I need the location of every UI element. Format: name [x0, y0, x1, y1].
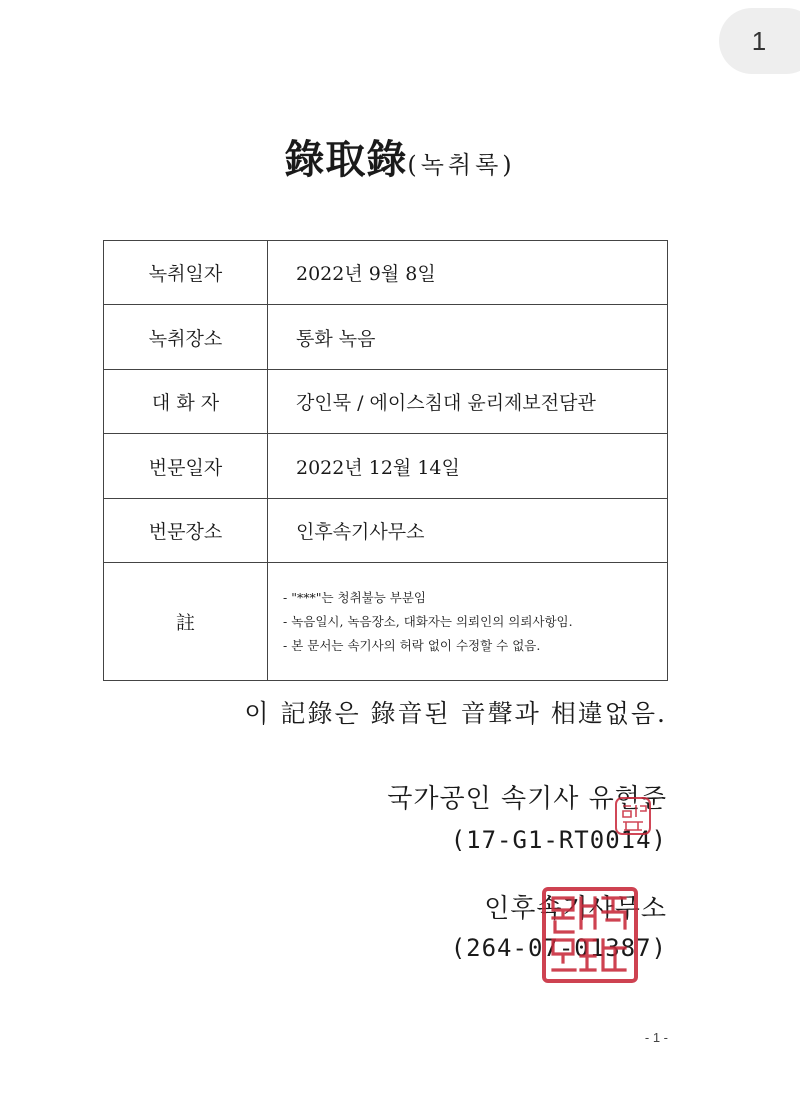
footer-page-number: - 1 - — [644, 1030, 668, 1045]
document-title — [0, 128, 800, 185]
record-info-table — [103, 240, 668, 681]
page-number-badge[interactable] — [719, 8, 800, 74]
row-label: 대 화 자 — [104, 369, 268, 433]
office-name: 인후속기사무소 — [484, 894, 667, 924]
row-label: 녹취장소 — [104, 305, 268, 369]
office-seal-stamp — [541, 886, 639, 984]
table-row — [104, 498, 668, 562]
row-value: 통화 녹음 — [268, 305, 668, 369]
page-number-badge-text: 1 — [751, 26, 767, 56]
note-item: - 녹음일시, 녹음장소, 대화자는 의뢰인의 의뢰사항임. — [283, 613, 573, 629]
stenographer-cert-number: (17-G1-RT0014) — [450, 826, 667, 854]
personal-seal-stamp — [614, 796, 652, 836]
table-row — [104, 241, 668, 305]
row-value: 2022년 9월 8일 — [268, 241, 668, 305]
attestation-statement: 이 記錄은 錄音된 音聲과 相違없음. — [244, 699, 667, 728]
table-row — [104, 434, 668, 498]
table-row — [104, 305, 668, 369]
note-label: 註 — [104, 563, 268, 681]
note-item: - "***"는 청취불능 부분임 — [283, 589, 426, 605]
title-hanja: 錄取錄 — [284, 136, 408, 183]
row-label: 녹취일자 — [104, 241, 268, 305]
notes-cell — [268, 563, 668, 681]
row-value: 강인묵 / 에이스침대 윤리제보전담관 — [268, 369, 668, 433]
office-registration-number: (264-07-01387) — [450, 934, 667, 962]
table-row-notes — [104, 563, 668, 681]
note-item: - 본 문서는 속기사의 허락 없이 수정할 수 없음. — [283, 637, 541, 653]
table-row — [104, 369, 668, 433]
row-label: 번문장소 — [104, 498, 268, 562]
stenographer-name: 국가공인 속기사 유현준 — [387, 784, 667, 814]
row-value: 2022년 12월 14일 — [268, 434, 668, 498]
row-label: 번문일자 — [104, 434, 268, 498]
title-hangul: (녹취록) — [407, 151, 516, 179]
row-value: 인후속기사무소 — [268, 498, 668, 562]
